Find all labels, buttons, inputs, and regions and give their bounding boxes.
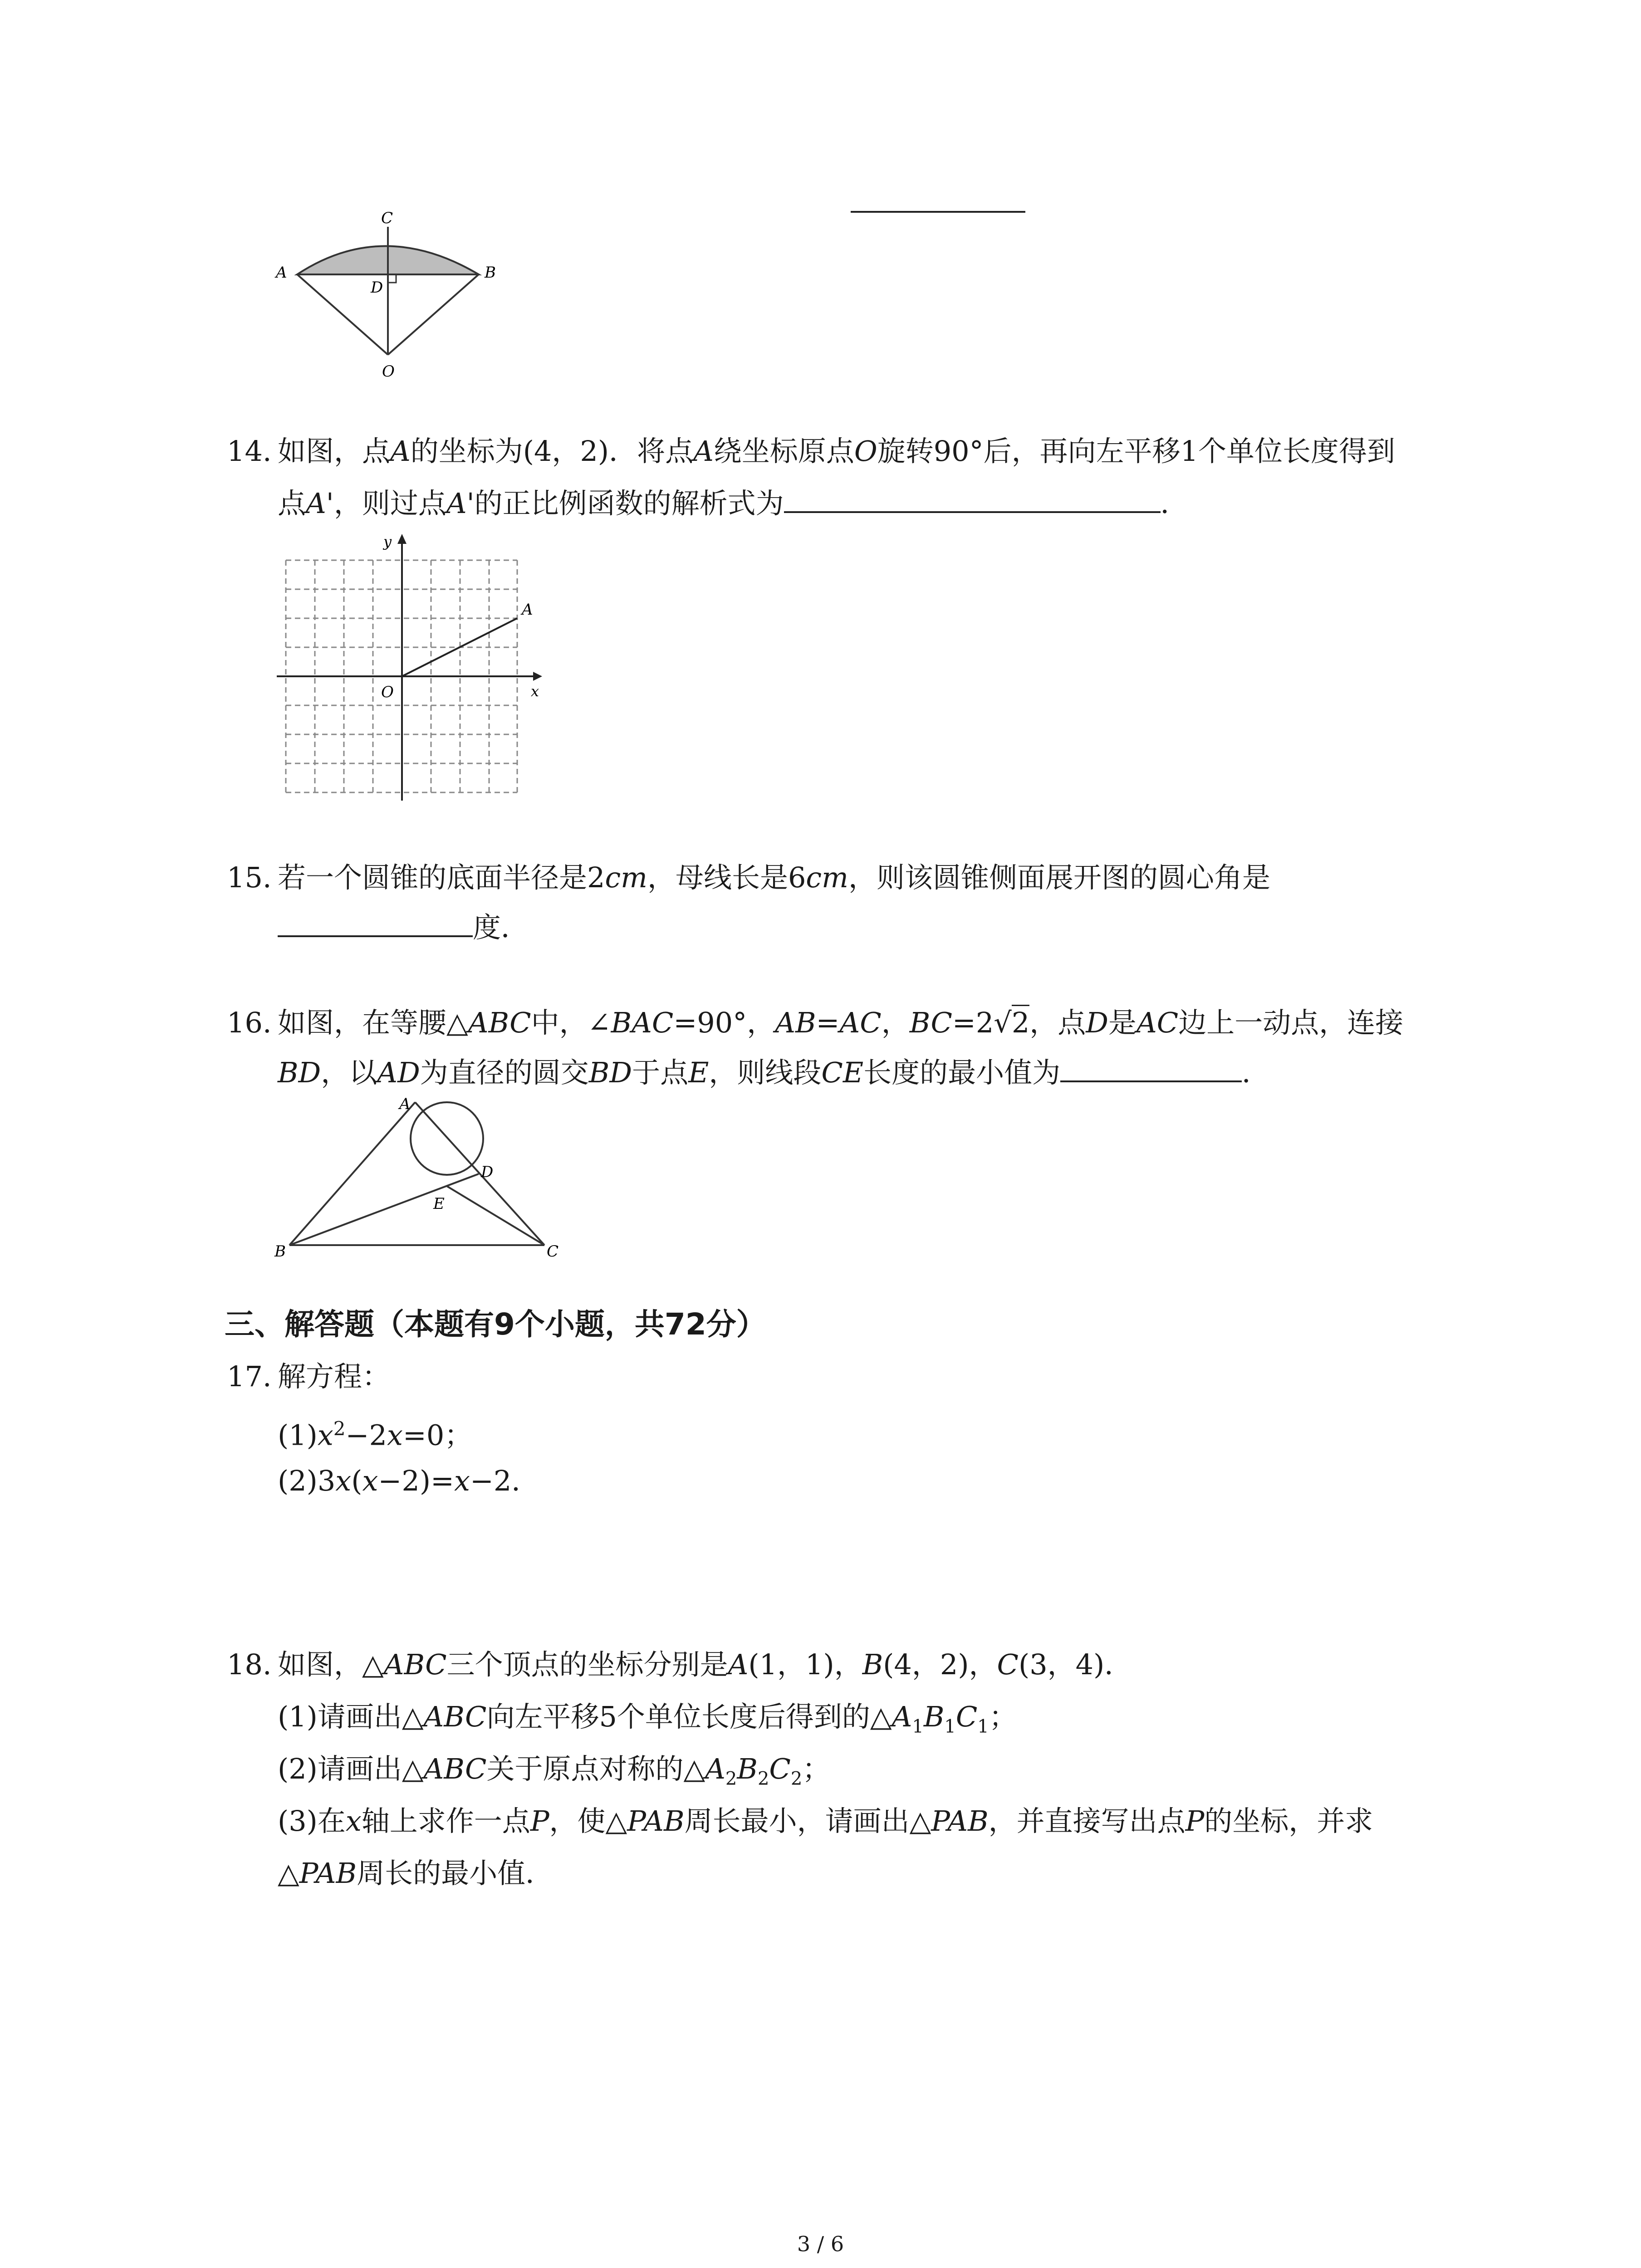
fig16-label-c: C [547, 1242, 559, 1261]
fig13-label-c: C [381, 209, 393, 227]
q15-answer-blank[interactable] [278, 910, 473, 937]
section-3-title: 三、解答题（本题有9个小题，共72分） [225, 1307, 766, 1342]
page-number: 3 / 6 [797, 2232, 844, 2256]
fig13-label-d: D [371, 279, 383, 297]
q18-number: 18. [227, 1648, 272, 1681]
q17-number: 17. [227, 1360, 272, 1393]
fig13-label-a: A [276, 264, 287, 282]
q14-line1: 如图，点A的坐标为(4，2)．将点A绕坐标原点O旋转90°后，再向左平移1个单位长度得到 [278, 435, 1396, 468]
fig14-label-x: x [531, 683, 539, 700]
fig16-label-a: A [399, 1095, 411, 1113]
top-answer-blank[interactable] [851, 188, 1025, 213]
q14-answer-blank[interactable] [784, 486, 1161, 513]
figure-q16-triangle [268, 1093, 585, 1261]
q15-line1: 若一个圆锥的底面半径是2cm，母线长是6cm，则该圆锥侧面展开图的圆心角是 [278, 861, 1270, 894]
fig14-label-a: A [522, 601, 533, 619]
q16-answer-blank[interactable] [1060, 1055, 1242, 1082]
q15-number: 15. [227, 861, 272, 894]
q16-line1: 如图，在等腰△ABC中，∠BAC=90°，AB=AC，BC=2√2，点D是AC边上一动点，连接 [278, 1005, 1403, 1041]
fig13-label-b: B [485, 264, 496, 282]
q18-line1: 如图，△ABC三个顶点的坐标分别是A(1，1)，B(4，2)，C(3，4)． [278, 1648, 1133, 1681]
fig13-label-o: O [382, 362, 395, 381]
q15-line2: 度． [278, 909, 529, 946]
q18-part1: (1)请画出△ABC向左平移5个单位长度后得到的$\triangle A_1B_1C_1$； [278, 1700, 1017, 1737]
fig16-label-b: B [274, 1242, 286, 1261]
q14-number: 14. [227, 435, 272, 468]
sqrt-symbol: √ [994, 1006, 1012, 1039]
q18-part3-line2: △PAB周长的最小值． [278, 1857, 554, 1890]
figure-q14-grid [270, 528, 560, 805]
q14-line2: 点A'，则过点A'的正比例函数的解析式为 ． [278, 487, 1189, 520]
fig14-label-y: y [383, 533, 392, 550]
q17-part1: $(1)x^2-2x=0$； [278, 1418, 473, 1452]
q17-title: 解方程： [278, 1360, 391, 1393]
q18-part3-line1: (3)在x轴上求作一点P，使△PAB周长最小，请画出△PAB，并直接写出点P的坐标，并求 [278, 1804, 1373, 1838]
figure-q13-sector [268, 209, 522, 390]
fig14-label-o: O [381, 683, 394, 701]
fig16-label-d: D [481, 1163, 494, 1181]
q16-line2: BD，以AD为直径的圆交BD于点E，则线段CE长度的最小值为 ． [278, 1056, 1270, 1089]
q17-part2: (2)3x(x−2)=x−2． [278, 1464, 540, 1497]
q18-part2: (2)请画出△ABC关于原点对称的$\triangle A_2B_2C_2$； [278, 1752, 831, 1789]
q16-number: 16. [227, 1006, 272, 1039]
fig16-label-e: E [433, 1195, 445, 1213]
